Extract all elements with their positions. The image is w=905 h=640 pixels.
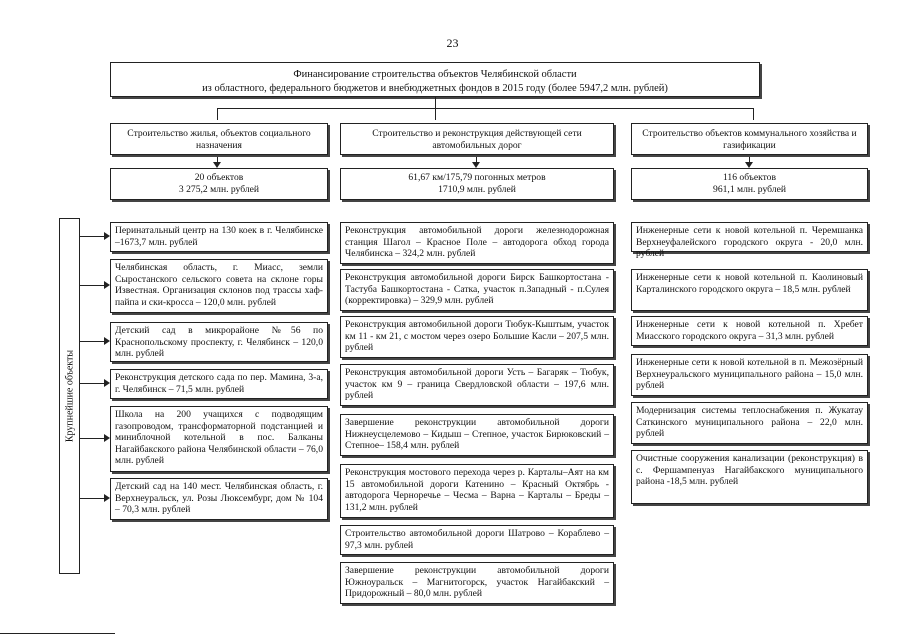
list-item [340,222,614,264]
side-label-box [59,218,80,574]
connector [435,108,436,120]
list-item [110,322,328,362]
list-item [340,562,614,604]
item-text: Реконструкция автомобильной дороги железнодорожная станция Шагол – Красное Поле – автодорога обход города Челябинска – 324,2 млн. рублей [345,225,609,260]
list-item [340,364,614,406]
item-text: Реконструкция автомобильной дороги Усть – Багаряк – Тюбук, участок км 9 – граница Свердловской области – 197,6 млн. рублей [345,367,609,402]
list-item [340,316,614,358]
column-header-label: Строительство и реконструкция действующей сети автомобильных дорог [372,128,582,151]
item-text: Реконструкция мостового перехода через р. Карталы–Аят на км 15 автомобильной дороги Катенино – Красный Октябрь - автодорога Черноречье – Чесма – Варна – Карталы – Бреды – 131,2 млн. рублей [345,467,609,513]
list-item [631,402,868,444]
list-item [340,269,614,311]
item-text: Реконструкция автомобильной дороги Тюбук-Кыштым, участок км 11 - км 21, с мостом через озеро Большие Касли – 207,5 млн. рублей [345,319,609,354]
item-text: Реконструкция автомобильной дороги Бирск Башкортостана - Тастуба Башкортостана - Сатка, участок п.Западный - п.Сулея (корректировка) – 329,9 млн. рублей [345,272,609,307]
connector [217,108,218,120]
item-text: Завершение реконструкции автомобильной дороги Южноуральск – Магнитогорск, участок Нагайбакский – Придорожный – 80,0 млн. рублей [345,565,609,600]
connector [80,341,104,342]
connector [217,108,754,109]
page-number: 23 [446,36,459,50]
connector [80,498,104,499]
page-edge-line [0,633,115,634]
item-text: Инженерные сети к новой котельной п. Черемшанка Верхнеуфалейского городского округа - 20,0 млн. рублей [636,225,863,260]
arrow-right-icon [104,337,110,345]
connector [753,108,754,120]
arrow-right-icon [104,434,110,442]
list-item [110,259,328,313]
list-item [631,222,868,260]
list-item [110,478,328,520]
item-text: Реконструкция детского сада по пер. Мамина, 3-а, г. Челябинск – 71,5 млн. рублей [115,372,323,395]
arrow-right-icon [104,232,110,240]
title-line-1: Финансирование строительства объектов Челябинской области [293,69,577,80]
item-text: Школа на 200 учащихся с подводящим газопроводом, трансформаторной подстанцией и миниблочной котельной в пос. Балканы Нагайбакского района Челябинской области – 76,0 млн. рублей [115,409,323,467]
connector [80,438,104,439]
list-item [110,406,328,472]
list-item [631,450,868,504]
item-text: Очистные сооружения канализации (реконструкция) в с. Фершампенуаз Нагайбакского муниципального района -18,5 млн. рублей [636,453,863,488]
connector [80,383,104,384]
diagram-title [110,62,760,97]
summary-amount: 961,1 млн. рублей [713,183,786,195]
list-item [110,222,328,252]
item-text: Перинатальный центр на 130 коек в г. Челябинске –1673,7 млн. рублей [115,225,323,248]
connector [80,236,104,237]
summary-amount: 3 275,2 млн. рублей [178,183,260,195]
summary-count: 20 объектов [194,172,244,183]
list-item [340,464,614,518]
column-header-utilities [631,123,868,155]
item-text: Челябинская область, г. Миасс, земли Сыростанского сельского совета на склоне горы Известная. Организация склонов под трассы хаф-пайпа и ски-кросса – 120,0 млн. рублей [115,262,323,308]
item-text: Детский сад в микрорайоне №56 по Краснопольскому проспекту, г. Челябинск – 120,0 млн. рублей [115,325,323,360]
column-header-roads [340,123,614,155]
column-header-label: Строительство объектов коммунального хозяйства и газификации [642,128,857,151]
summary-housing [110,168,328,200]
column-header-housing [110,123,328,155]
connector [435,97,436,108]
summary-roads [340,168,614,200]
arrow-right-icon [104,281,110,289]
list-item [631,354,868,396]
summary-utilities [631,168,868,200]
side-label: Крупнейшие объекты [64,349,75,443]
list-item [340,525,614,555]
item-text: Инженерные сети к новой котельной в п. Межозёрный Верхнеуральского муниципального района – 15,0 млн. рублей [636,357,863,392]
title-line-2: из областного, федерального бюджетов и внебюджетных фондов в 2015 году (более 5947,2 млн. рублей) [202,83,668,94]
summary-amount: 1710,9 млн. рублей [438,183,516,195]
arrow-right-icon [104,494,110,502]
item-text: Модернизация системы теплоснабжения п. Жукатау Саткинского муниципального района – 22,0 млн. рублей [636,405,863,440]
summary-length: 61,67 км/175,79 погонных метров [408,172,546,183]
item-text: Инженерные сети к новой котельной п. Каолиновый Карталинского городского округа – 18,5 млн. рублей [636,272,863,295]
list-item [340,414,614,456]
arrow-right-icon [104,379,110,387]
item-text: Строительство автомобильной дороги Шатрово – Кораблево – 97,3 млн. рублей [345,528,609,551]
connector [80,285,104,286]
list-item [110,369,328,399]
item-text: Завершение реконструкции автомобильной дороги Нижнеусцелемово – Кидыш – Степное, участок Бирюковский – Степное– 158,4 млн. рублей [345,417,609,452]
item-text: Детский сад на 140 мест. Челябинская область, г. Верхнеуральск, ул. Розы Люксембург, дом № 104 – 70,3 млн. рублей [115,481,323,516]
item-text: Инженерные сети к новой котельной п. Хребет Миасского городского округа – 31,3 млн. рублей [636,319,863,342]
summary-count: 116 объектов [722,172,777,183]
list-item [631,316,868,346]
column-header-label: Строительство жилья, объектов социального назначения [127,128,311,151]
list-item [631,269,868,311]
